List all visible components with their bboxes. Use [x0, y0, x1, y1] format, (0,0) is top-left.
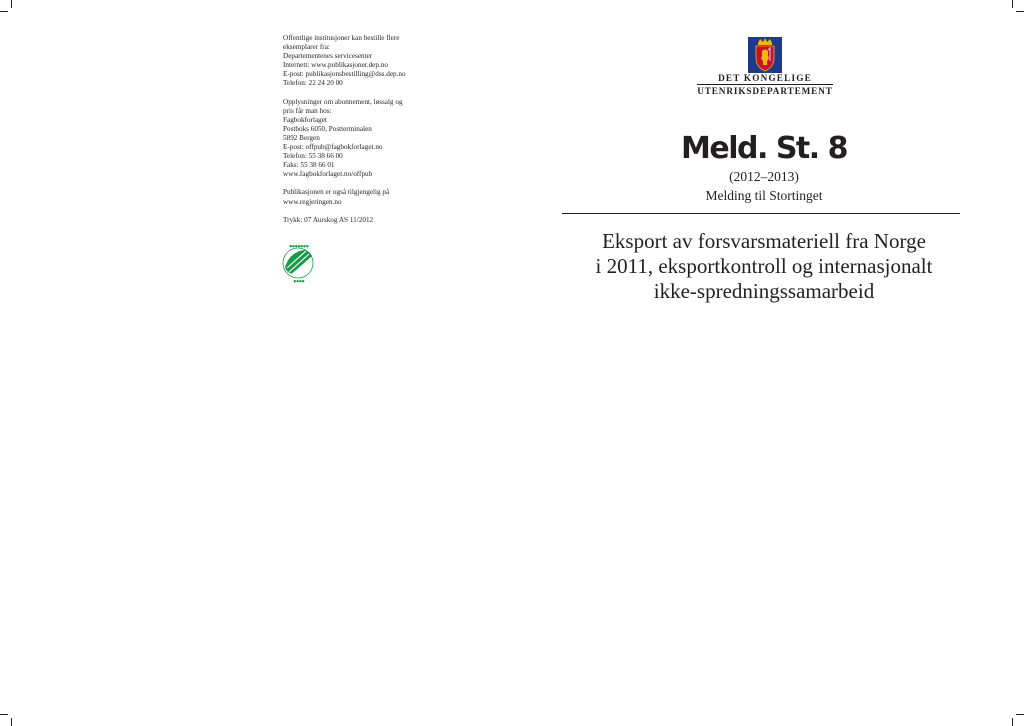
crop-mark: [1016, 714, 1024, 715]
crop-mark: [0, 11, 8, 12]
main-title-line: Eksport av forsvarsmateriell fra Norge: [602, 229, 926, 253]
norwegian-coat-of-arms-icon: [748, 37, 782, 73]
info-line: Faks: 55 38 66 01: [283, 161, 335, 170]
crop-mark: [0, 714, 8, 715]
ministry-divider: [697, 84, 833, 85]
info-line: Telefon: 55 38 66 00: [283, 152, 343, 161]
svg-text:●●●●: ●●●●: [293, 279, 305, 283]
order-info-block: [283, 34, 483, 89]
info-line: www.regjeringen.no: [283, 197, 342, 206]
info-line: E-post: publikasjonsbestilling@dss.dep.no: [283, 70, 406, 79]
online-info-block: [283, 188, 483, 206]
publication-info: [283, 34, 483, 234]
info-line: Postboks 6050, Postterminalen: [283, 124, 372, 133]
subscription-info-block: [283, 98, 483, 180]
info-line: eksemplarer fra:: [283, 43, 330, 52]
info-line: Offentlige institusjoner kan bestille flere: [283, 34, 400, 42]
info-line: E-post: offpub@fagbokforlaget.no: [283, 143, 383, 152]
info-line: Publikasjonen er også tilgjengelig på: [283, 188, 390, 197]
main-title-line: i 2011, eksportkontroll og internasjonalt: [595, 254, 933, 278]
info-line: Fagbokforlaget: [283, 115, 327, 124]
document-title: Meld. St. 8: [681, 131, 847, 166]
info-line: Telefon: 22 24 20 00: [283, 79, 343, 88]
ministry-line-2: UTENRIKSDEPARTEMENT: [697, 86, 833, 96]
print-line: Trykk: 07 Aurskog AS 11/2012: [283, 215, 374, 224]
info-line: Departementenes servicesenter: [283, 52, 373, 61]
crop-mark: [1016, 11, 1024, 12]
print-info-block: [283, 216, 483, 225]
main-title: [564, 229, 964, 304]
crop-mark: [11, 718, 12, 726]
session-year: (2012–2013): [729, 169, 799, 184]
document-type: Melding til Stortinget: [705, 188, 823, 203]
info-line: 5892 Bergen: [283, 133, 320, 142]
crop-mark: [11, 0, 12, 8]
main-title-line: ikke-spredningssamarbeid: [653, 279, 875, 303]
crop-mark: [1012, 718, 1013, 726]
crop-mark: [1012, 0, 1013, 8]
info-line: Opplysninger om abonnement, løssalg og: [283, 97, 403, 106]
ministry-line-1: DET KONGELIGE: [718, 73, 812, 83]
title-divider: [562, 213, 960, 214]
nordic-swan-ecolabel-icon: [282, 242, 316, 284]
svg-text:●●●●●●●: ●●●●●●●: [289, 244, 309, 248]
info-line: pris får man hos:: [283, 106, 332, 115]
info-line: www.fagbokforlaget.no/offpub: [283, 170, 373, 179]
info-line: Internett: www.publikasjoner.dep.no: [283, 61, 388, 70]
